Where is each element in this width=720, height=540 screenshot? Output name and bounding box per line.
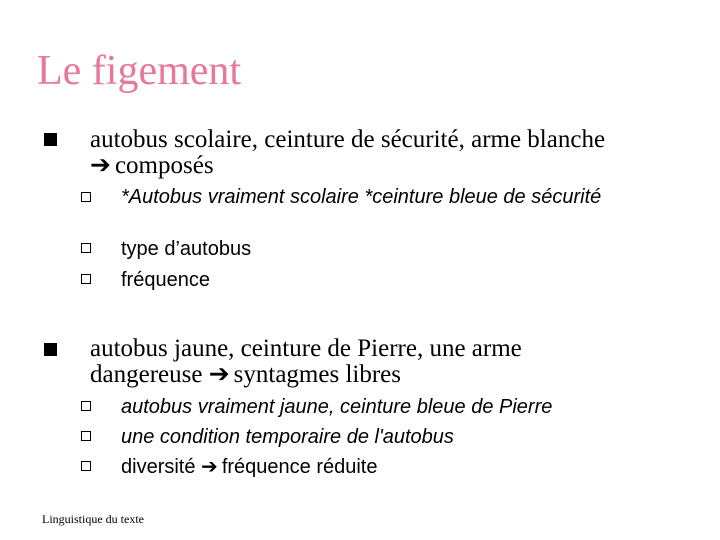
bullet-line: autobus scolaire, ceinture de sécurité, arme blanche bbox=[90, 126, 606, 153]
hollow-square-bullet-icon bbox=[81, 401, 91, 411]
sub-bullet-text bbox=[121, 456, 641, 478]
hollow-square-bullet-icon bbox=[81, 243, 91, 253]
bullet-line: composés bbox=[114, 152, 214, 179]
bullet-line: syntagmes libres bbox=[233, 361, 401, 388]
arrow-right-icon: ➔ bbox=[90, 152, 111, 179]
bullet-line: autobus jaune, ceinture de Pierre, une arme bbox=[90, 335, 522, 362]
hollow-square-bullet-icon bbox=[81, 274, 91, 284]
hollow-square-bullet-icon bbox=[81, 431, 91, 441]
square-bullet-icon bbox=[44, 343, 57, 356]
bullet-text bbox=[90, 127, 690, 179]
bullet-text bbox=[90, 336, 690, 388]
sub-bullet-text: type d’autobus bbox=[121, 238, 252, 260]
arrow-right-icon: ➔ bbox=[201, 456, 218, 478]
sub-bullet-text: fréquence bbox=[121, 269, 210, 291]
hollow-square-bullet-icon bbox=[81, 461, 91, 471]
sub-bullet-text: autobus vraiment jaune, ceinture bleue de Pierre bbox=[121, 396, 553, 418]
sub-bullet-part: fréquence réduite bbox=[221, 456, 378, 478]
arrow-right-icon: ➔ bbox=[208, 361, 230, 388]
sub-bullet-text: une condition temporaire de l'autobus bbox=[121, 426, 454, 448]
sub-bullet-text: *Autobus vraiment scolaire *ceinture bleue de sécurité bbox=[121, 186, 602, 208]
slide-footer: Linguistique du texte bbox=[42, 512, 144, 526]
hollow-square-bullet-icon bbox=[81, 192, 91, 202]
bullet-line: dangereuse bbox=[90, 361, 203, 388]
sub-bullet-part: diversité bbox=[121, 456, 196, 478]
slide-title: Le figement bbox=[37, 48, 242, 94]
square-bullet-icon bbox=[44, 133, 57, 146]
